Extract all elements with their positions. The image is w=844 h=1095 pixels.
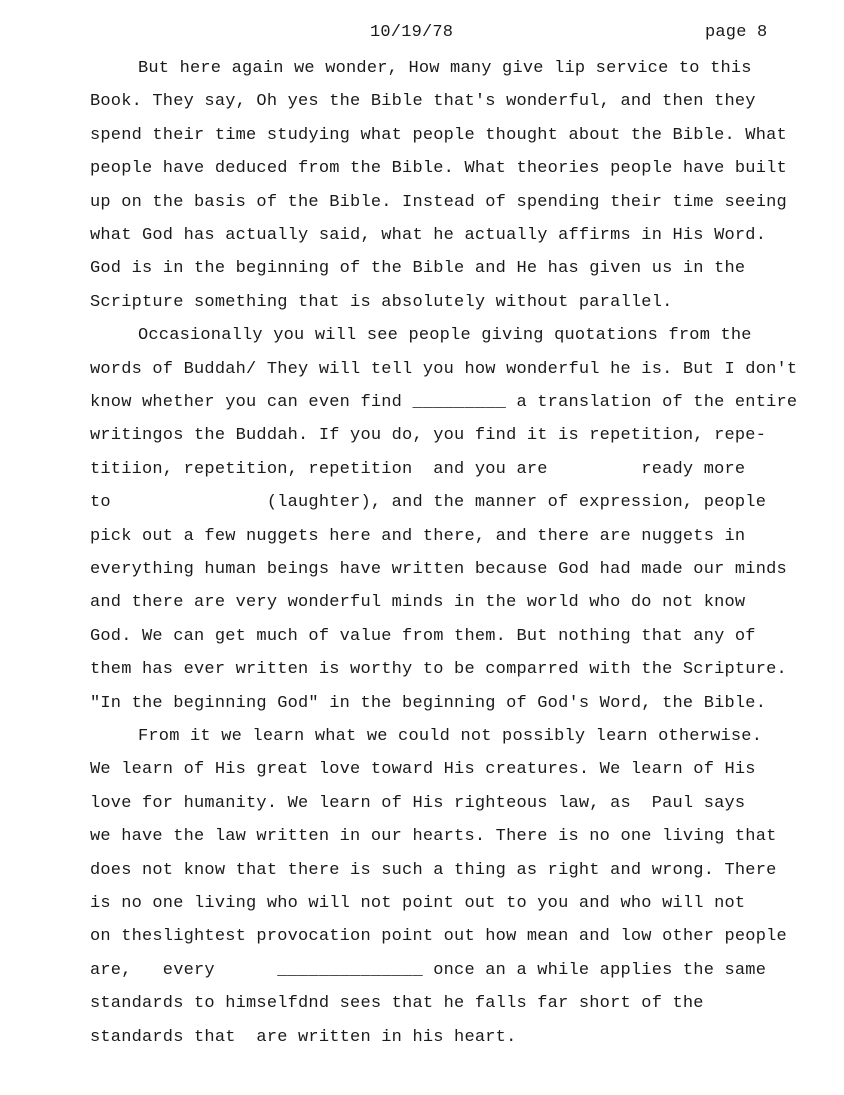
text-line: and there are very wonderful minds in the world who do not know	[90, 593, 746, 613]
paragraph-first-line: From it we learn what we could not possibly learn otherwise.	[138, 727, 763, 746]
text-line: standards that are written in his heart.	[90, 1027, 517, 1047]
text-line: We learn of His great love toward His creatures. We learn of His	[90, 760, 756, 780]
text-line: pick out a few nuggets here and there, and there are nuggets in	[90, 526, 746, 546]
paragraph-first-line: But here again we wonder, How many give lip service to this	[138, 59, 752, 78]
page-number: page 8	[705, 23, 768, 42]
text-line: "In the beginning God" in the beginning of God's Word, the Bible.	[90, 693, 767, 713]
text-line: what God has actually said, what he actually affirms in His Word.	[90, 226, 767, 245]
text-line: to (laughter), and the manner of expression, people	[90, 493, 767, 513]
text-line: spend their time studying what people thought about the Bible. What	[90, 125, 787, 145]
text-line: everything human beings have written because God had made our minds	[90, 560, 787, 579]
text-line: does not know that there is such a thing as right and wrong. There	[90, 860, 777, 880]
text-line: Book. They say, Oh yes the Bible that's wonderful, and then they	[90, 92, 756, 112]
text-line: are, every ______________ once an a while applies the same	[90, 960, 767, 980]
text-line: know whether you can even find _________ a translation of the entire	[90, 393, 798, 412]
text-line: up on the basis of the Bible. Instead of spending their time seeing	[90, 192, 787, 212]
text-line: standards to himselfdnd sees that he falls far short of the	[90, 994, 704, 1014]
paragraph-first-line: Occasionally you will see people giving quotations from the	[138, 326, 752, 346]
text-line: words of Buddah/ They will tell you how wonderful he is. But I don't	[90, 359, 798, 379]
text-line: Scripture something that is absolutely without parallel.	[90, 292, 673, 312]
text-line: titiion, repetition, repetition and you are ready more	[90, 459, 746, 479]
text-line: God is in the beginning of the Bible and He has given us in the	[90, 259, 746, 279]
text-line: love for humanity. We learn of His righteous law, as Paul says	[90, 793, 746, 813]
text-line: is no one living who will not point out to you and who will not	[90, 894, 746, 913]
text-line: we have the law written in our hearts. There is no one living that	[90, 827, 777, 847]
text-line: on theslightest provocation point out how mean and low other people	[90, 927, 787, 947]
document-date: 10/19/78	[370, 23, 454, 42]
text-line: writingos the Buddah. If you do, you find it is repetition, repe-	[90, 426, 767, 446]
text-line: God. We can get much of value from them. But nothing that any of	[90, 626, 756, 646]
text-line: them has ever written is worthy to be comparred with the Scripture.	[90, 660, 787, 680]
text-line: people have deduced from the Bible. What theories people have built	[90, 159, 787, 179]
